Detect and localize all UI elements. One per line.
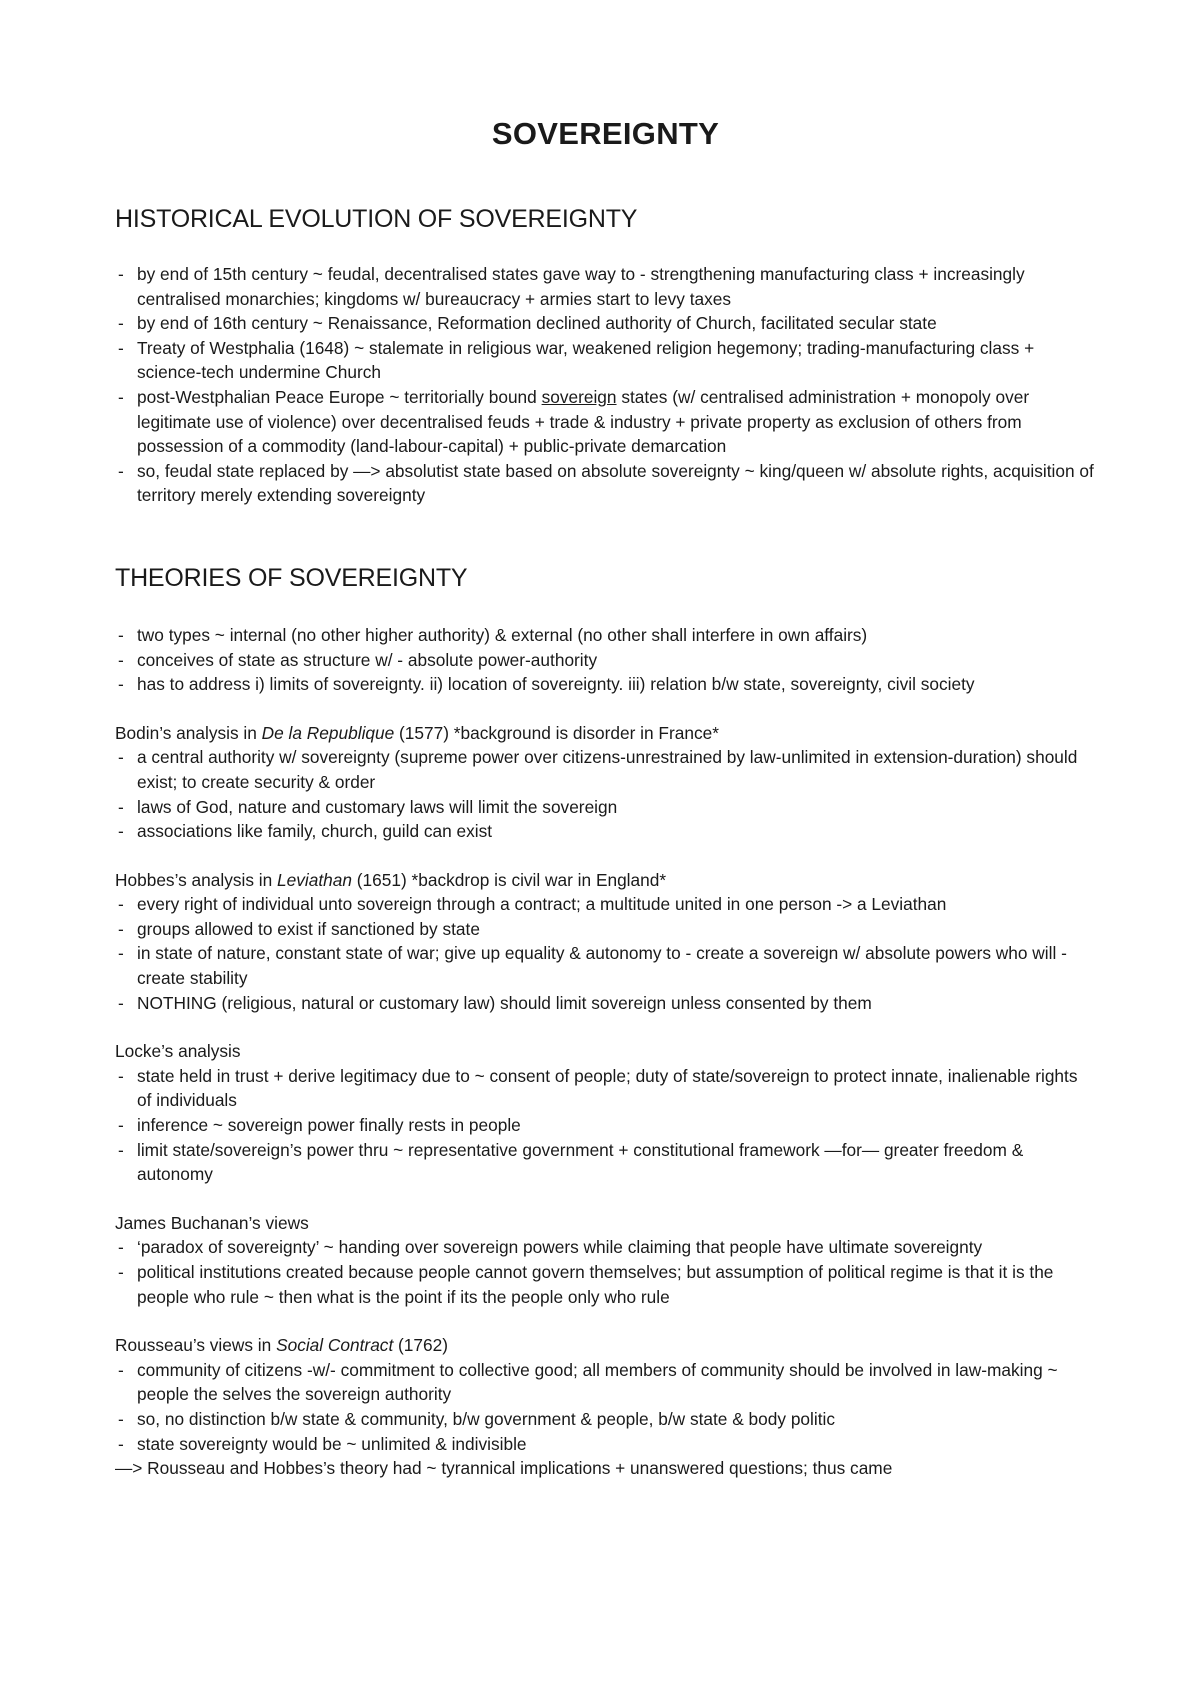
text-run: states (w/ centralised administration + monopoly over legitimate use of violence) over decentralised feuds + trade & industry + private property as exclusion of others from possession of a commodity (land-labour-capital) + public-private demarcation bbox=[137, 386, 1030, 457]
closing-line: —> Rousseau and Hobbes’s theory had ~ tyrannical implications + unanswered questions; thus came bbox=[115, 1458, 893, 1479]
rousseau-heading bbox=[115, 1333, 1096, 1358]
bullet-list bbox=[115, 1235, 1096, 1309]
locke-heading: Locke’s analysis bbox=[115, 1041, 241, 1062]
list-item: - associations like family, church, guild can exist bbox=[115, 819, 1096, 844]
list-item: - NOTHING (religious, natural or customary law) should limit sovereign unless consented by them bbox=[115, 991, 1096, 1016]
bullet-list bbox=[115, 1358, 1096, 1456]
text-run: Bodin’s analysis in bbox=[115, 722, 262, 743]
bullet-list bbox=[115, 262, 1096, 508]
list-item: - by end of 15th century ~ feudal, decentralised states gave way to - strengthening manufacturing class + increasingly centralised monarchies; kingdoms w/ bureaucracy + armies start to levy taxes bbox=[115, 262, 1096, 311]
list-item: - two types ~ internal (no other higher authority) & external (no other shall interfere in own affairs) bbox=[115, 623, 1096, 648]
list-item: - laws of God, nature and customary laws will limit the sovereign bbox=[115, 795, 1096, 820]
section-heading: THEORIES OF SOVEREIGNTY bbox=[115, 563, 468, 592]
list-item: - political institutions created because people cannot govern themselves; but assumption of political regime is that it is the people who rule ~ then what is the point if its the people only who rule bbox=[115, 1260, 1096, 1309]
bodin-heading bbox=[115, 721, 1096, 746]
section-theories bbox=[115, 563, 1096, 1481]
text-run: (1577) *background is disorder in France* bbox=[394, 722, 719, 743]
list-item: - state sovereignty would be ~ unlimited & indivisible bbox=[115, 1432, 1096, 1457]
list-item bbox=[115, 385, 1096, 459]
buchanan-heading: James Buchanan’s views bbox=[115, 1212, 309, 1233]
list-item: - every right of individual unto sovereign through a contract; a multitude united in one person -> a Leviathan bbox=[115, 892, 1096, 917]
section-historical-evolution bbox=[115, 207, 1096, 508]
list-item: - so, feudal state replaced by —> absolutist state based on absolute sovereignty ~ king/queen w/ absolute rights, acquisition of territory merely extending sovereignty bbox=[115, 459, 1096, 508]
book-title: Leviathan bbox=[277, 869, 352, 890]
list-item: - community of citizens -w/- commitment to collective good; all members of community should be involved in law-making ~ people the selves the sovereign authority bbox=[115, 1358, 1096, 1407]
text-run: (1762) bbox=[393, 1335, 449, 1356]
list-item: - has to address i) limits of sovereignty. ii) location of sovereignty. iii) relation b/w state, sovereignty, civil society bbox=[115, 672, 1096, 697]
book-title: De la Republique bbox=[261, 722, 395, 743]
book-title: Social Contract bbox=[276, 1335, 394, 1356]
list-item: - limit state/sovereign’s power thru ~ representative government + constitutional framework —for— greater freedom & autonomy bbox=[115, 1138, 1096, 1187]
list-item: - a central authority w/ sovereignty (supreme power over citizens-unrestrained by law-unlimited in extension-duration) should exist; to create security & order bbox=[115, 745, 1096, 794]
bullet-list bbox=[115, 745, 1096, 843]
bullet-list bbox=[115, 892, 1096, 1015]
list-item: - ‘paradox of sovereignty’ ~ handing over sovereign powers while claiming that people have ultimate sovereignty bbox=[115, 1235, 1096, 1260]
underlined-term: sovereign bbox=[541, 386, 617, 407]
text-run: Hobbes’s analysis in bbox=[115, 869, 278, 890]
text-run: (1651) *backdrop is civil war in England* bbox=[351, 869, 667, 890]
bullet-list bbox=[115, 1064, 1096, 1187]
list-item: - Treaty of Westphalia (1648) ~ stalemate in religious war, weakened religion hegemony; trading-manufacturing class + science-tech undermine Church bbox=[115, 336, 1096, 385]
list-item: - so, no distinction b/w state & community, b/w government & people, b/w state & body politic bbox=[115, 1407, 1096, 1432]
hobbes-heading bbox=[115, 868, 1096, 893]
document-title: SOVEREIGNTY bbox=[491, 116, 720, 151]
bullet-list bbox=[115, 623, 1096, 697]
list-item: - by end of 16th century ~ Renaissance, Reformation declined authority of Church, facilitated secular state bbox=[115, 311, 1096, 336]
list-item: - state held in trust + derive legitimacy due to ~ consent of people; duty of state/sovereign to protect innate, inalienable rights of individuals bbox=[115, 1064, 1096, 1113]
text-run: post-Westphalian Peace Europe ~ territorially bound bbox=[137, 386, 542, 407]
list-item: - groups allowed to exist if sanctioned by state bbox=[115, 917, 1096, 942]
section-heading: HISTORICAL EVOLUTION OF SOVEREIGNTY bbox=[115, 205, 638, 233]
text-run: Rousseau’s views in bbox=[115, 1335, 277, 1356]
list-item: - inference ~ sovereign power finally rests in people bbox=[115, 1113, 1096, 1138]
list-item: - in state of nature, constant state of war; give up equality & autonomy to - create a sovereign w/ absolute powers who will - create stability bbox=[115, 941, 1096, 990]
list-item: - conceives of state as structure w/ - absolute power-authority bbox=[115, 648, 1096, 673]
